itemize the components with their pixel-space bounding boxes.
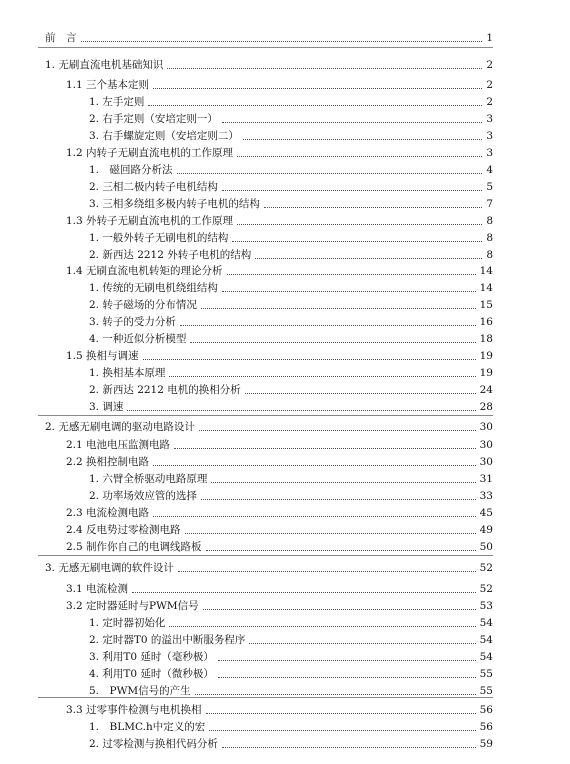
toc-entry-title: 3. 转子的受力分析 bbox=[89, 316, 176, 328]
dot-leader bbox=[249, 643, 475, 644]
toc-entry-page-number: 7 bbox=[486, 198, 493, 210]
toc-entry-title: 1. 左手定则 bbox=[89, 96, 145, 108]
toc-entry[interactable] bbox=[89, 129, 493, 144]
dot-leader bbox=[153, 465, 476, 466]
dot-leader bbox=[243, 139, 482, 140]
toc-entry[interactable] bbox=[89, 231, 493, 246]
toc-entry-page-number: 8 bbox=[486, 232, 493, 244]
toc-entry[interactable] bbox=[66, 599, 493, 614]
toc-entry-page-number: 15 bbox=[479, 299, 493, 311]
dot-leader bbox=[222, 190, 482, 191]
toc-entry-title: 2.3 电流检测电路 bbox=[66, 507, 150, 519]
toc-entry-page-number: 3 bbox=[486, 147, 493, 159]
toc-entry-title: 1.4 无刷直流电机转矩的理论分析 bbox=[66, 265, 223, 277]
toc-entry[interactable] bbox=[89, 616, 493, 631]
toc-entry-page-number: 52 bbox=[479, 562, 493, 574]
dot-leader bbox=[201, 499, 476, 500]
dot-leader bbox=[148, 105, 482, 106]
toc-entry-page-number: 2 bbox=[486, 59, 493, 71]
toc-entry[interactable] bbox=[89, 472, 493, 487]
toc-entry[interactable] bbox=[45, 31, 493, 46]
dot-leader bbox=[178, 571, 476, 572]
toc-entry-page-number: 3 bbox=[486, 113, 493, 125]
toc-entry-page-number: 30 bbox=[479, 439, 493, 451]
toc-entry-page-number: 2 bbox=[486, 96, 493, 108]
dot-leader bbox=[199, 430, 476, 431]
toc-entry-page-number: 14 bbox=[479, 282, 493, 294]
dot-leader bbox=[153, 88, 482, 89]
dot-leader bbox=[222, 747, 476, 748]
dot-leader bbox=[167, 68, 482, 69]
toc-entry-page-number: 33 bbox=[479, 490, 493, 502]
section-separator bbox=[38, 555, 493, 556]
toc-entry-page-number: 28 bbox=[479, 401, 493, 413]
toc-entry[interactable] bbox=[89, 737, 493, 752]
toc-entry-page-number: 5 bbox=[486, 181, 493, 193]
dot-leader bbox=[206, 713, 476, 714]
toc-entry[interactable] bbox=[89, 366, 493, 381]
toc-entry[interactable] bbox=[66, 264, 493, 279]
dot-leader bbox=[169, 376, 475, 377]
dot-leader bbox=[195, 694, 476, 695]
toc-entry[interactable] bbox=[66, 506, 493, 521]
toc-entry-title: 2. 新西达 2212 外转子电机的结构 bbox=[89, 249, 252, 261]
toc-entry-title: 2.2 换相控制电路 bbox=[66, 456, 150, 468]
toc-entry-title: 3.3 过零事件检测与电机换相 bbox=[66, 704, 202, 716]
dot-leader bbox=[203, 609, 476, 610]
toc-entry-page-number: 18 bbox=[479, 333, 493, 345]
toc-entry-page-number: 4 bbox=[486, 164, 493, 176]
dot-leader bbox=[177, 173, 483, 174]
toc-entry-title: 2. 无感无刷电调的驱动电路设计 bbox=[45, 421, 195, 433]
toc-entry[interactable] bbox=[66, 582, 493, 597]
toc-entry[interactable] bbox=[45, 58, 493, 73]
toc-entry-page-number: 31 bbox=[479, 473, 493, 485]
toc-entry-page-number: 1 bbox=[486, 32, 493, 44]
toc-entry-page-number: 54 bbox=[479, 651, 493, 663]
toc-entry[interactable] bbox=[89, 197, 493, 212]
toc-entry-page-number: 56 bbox=[479, 721, 493, 733]
toc-entry-page-number: 2 bbox=[486, 79, 493, 91]
dot-leader bbox=[81, 41, 483, 42]
toc-entry-title: 2. 定时器T0 的溢出中断服务程序 bbox=[89, 634, 246, 646]
toc-entry-page-number: 16 bbox=[479, 316, 493, 328]
toc-entry[interactable] bbox=[89, 684, 493, 699]
toc-entry-page-number: 45 bbox=[479, 507, 493, 519]
toc-entry-page-number: 52 bbox=[479, 583, 493, 595]
toc-entry-page-number: 54 bbox=[479, 634, 493, 646]
dot-leader bbox=[222, 122, 482, 123]
toc-entry-title: 2. 三相二极内转子电机结构 bbox=[89, 181, 218, 193]
toc-entry-title: 1. 无刷直流电机基础知识 bbox=[45, 59, 164, 71]
dot-leader bbox=[185, 533, 476, 534]
toc-entry[interactable] bbox=[89, 163, 493, 178]
toc-entry-title: 3.2 定时器延时与PWM信号 bbox=[66, 600, 199, 612]
toc-entry[interactable] bbox=[89, 489, 493, 504]
toc-entry-title: 1.2 内转子无刷直流电机的工作原理 bbox=[66, 147, 234, 159]
toc-entry-page-number: 55 bbox=[479, 685, 493, 697]
toc-entry-page-number: 24 bbox=[479, 384, 493, 396]
toc-entry[interactable] bbox=[89, 332, 493, 347]
toc-entry[interactable] bbox=[89, 720, 493, 735]
toc-entry-title: 1. 定时器初始化 bbox=[89, 617, 166, 629]
toc-entry[interactable] bbox=[45, 420, 493, 435]
dot-leader bbox=[206, 550, 476, 551]
toc-entry-title: 1. 换相基本原理 bbox=[89, 367, 166, 379]
dot-leader bbox=[153, 516, 476, 517]
dot-leader bbox=[218, 660, 476, 661]
dot-leader bbox=[222, 291, 476, 292]
toc-entry[interactable] bbox=[89, 112, 493, 127]
toc-entry-title: 2. 功率场效应管的选择 bbox=[89, 490, 197, 502]
toc-entry-title: 1. 一般外转子无刷电机的结构 bbox=[89, 232, 229, 244]
section-separator bbox=[38, 415, 493, 416]
toc-entry-title: 1.5 换相与调速 bbox=[66, 350, 139, 362]
dot-leader bbox=[132, 592, 476, 593]
dot-leader bbox=[190, 342, 475, 343]
dot-leader bbox=[218, 677, 476, 678]
toc-entry-title: 3.1 电流检测 bbox=[66, 583, 129, 595]
toc-entry[interactable] bbox=[89, 248, 493, 263]
toc-entry-title: 1.1 三个基本定则 bbox=[66, 79, 150, 91]
dot-leader bbox=[227, 274, 476, 275]
section-separator bbox=[38, 47, 493, 48]
dot-leader bbox=[237, 224, 482, 225]
toc-entry-title: 1. 磁回路分析法 bbox=[89, 164, 173, 176]
toc-entry-title: 2.5 制作你自己的电调线路板 bbox=[66, 541, 202, 553]
toc-entry-page-number: 54 bbox=[479, 617, 493, 629]
toc-entry-title: 5. PWM信号的产生 bbox=[89, 685, 191, 697]
toc-entry-title: 1. 传统的无刷电机绕组结构 bbox=[89, 282, 218, 294]
toc-entry-title: 3. 调速 bbox=[89, 401, 124, 413]
toc-entry-page-number: 19 bbox=[479, 367, 493, 379]
toc-entry-title: 2. 过零检测与换相代码分析 bbox=[89, 738, 218, 750]
toc-entry-title: 1. 六臂全桥驱动电路原理 bbox=[89, 473, 208, 485]
toc-entry[interactable] bbox=[66, 540, 493, 555]
toc-entry-title: 2. 新西达 2212 电机的换相分析 bbox=[89, 384, 241, 396]
toc-entry-page-number: 8 bbox=[486, 249, 493, 261]
toc-entry[interactable] bbox=[89, 633, 493, 648]
toc-entry[interactable] bbox=[66, 214, 493, 229]
toc-entry-page-number: 19 bbox=[479, 350, 493, 362]
toc-entry-title: 2. 转子磁场的分布情况 bbox=[89, 299, 197, 311]
toc-entry-page-number: 30 bbox=[479, 456, 493, 468]
toc-entry-page-number: 8 bbox=[486, 215, 493, 227]
toc-entry-title: 3. 三相多绕组多极内转子电机的结构 bbox=[89, 198, 260, 210]
toc-entry[interactable] bbox=[89, 281, 493, 296]
toc-entry-title: 3. 右手螺旋定则（安培定则二） bbox=[89, 130, 239, 142]
toc-entry-title: 2. 右手定则（安培定则一） bbox=[89, 113, 218, 125]
toc-entry-title: 4. 利用T0 延时（微秒极） bbox=[89, 668, 214, 680]
toc-entry[interactable] bbox=[66, 455, 493, 470]
dot-leader bbox=[237, 156, 482, 157]
toc-entry[interactable] bbox=[66, 703, 493, 718]
toc-entry-page-number: 30 bbox=[479, 421, 493, 433]
toc-entry-title: 1.3 外转子无刷直流电机的工作原理 bbox=[66, 215, 234, 227]
toc-entry[interactable] bbox=[89, 383, 493, 398]
dot-leader bbox=[232, 241, 482, 242]
toc-entry[interactable] bbox=[89, 180, 493, 195]
toc-entry-page-number: 14 bbox=[479, 265, 493, 277]
dot-leader bbox=[255, 258, 482, 259]
toc-entry[interactable] bbox=[89, 667, 493, 682]
toc-entry-title: 4. 一种近似分析模型 bbox=[89, 333, 187, 345]
toc-entry[interactable] bbox=[89, 400, 493, 415]
toc-entry[interactable] bbox=[66, 78, 493, 93]
toc-entry-title: 前 言 bbox=[45, 32, 77, 44]
toc-entry-page-number: 55 bbox=[479, 668, 493, 680]
dot-leader bbox=[201, 308, 476, 309]
dot-leader bbox=[264, 207, 482, 208]
toc-entry-page-number: 49 bbox=[479, 524, 493, 536]
toc-entry[interactable] bbox=[89, 315, 493, 330]
toc-entry[interactable] bbox=[66, 349, 493, 364]
toc-entry[interactable] bbox=[66, 146, 493, 161]
toc-entry-page-number: 59 bbox=[479, 738, 493, 750]
dot-leader bbox=[127, 410, 475, 411]
toc-entry[interactable] bbox=[89, 298, 493, 313]
dot-leader bbox=[174, 448, 476, 449]
toc-entry[interactable] bbox=[66, 523, 493, 538]
toc-entry-page-number: 3 bbox=[486, 130, 493, 142]
toc-entry[interactable] bbox=[45, 561, 493, 576]
toc-entry[interactable] bbox=[89, 650, 493, 665]
toc-entry[interactable] bbox=[66, 438, 493, 453]
toc-entry-title: 2.4 反电势过零检测电路 bbox=[66, 524, 181, 536]
dot-leader bbox=[211, 482, 475, 483]
toc-entry-title: 2.1 电池电压监测电路 bbox=[66, 439, 171, 451]
dot-leader bbox=[180, 325, 476, 326]
dot-leader bbox=[245, 393, 476, 394]
toc-entry-page-number: 50 bbox=[479, 541, 493, 553]
toc-entry[interactable] bbox=[89, 95, 493, 110]
toc-entry-page-number: 56 bbox=[479, 704, 493, 716]
toc-entry-title: 1. BLMC.h中定义的宏 bbox=[89, 721, 206, 733]
dot-leader bbox=[143, 359, 476, 360]
toc-entry-title: 3. 利用T0 延时（毫秒极） bbox=[89, 651, 214, 663]
dot-leader bbox=[169, 626, 475, 627]
toc-entry-page-number: 53 bbox=[479, 600, 493, 612]
toc-entry-title: 3. 无感无刷电调的软件设计 bbox=[45, 562, 174, 574]
dot-leader bbox=[209, 730, 475, 731]
